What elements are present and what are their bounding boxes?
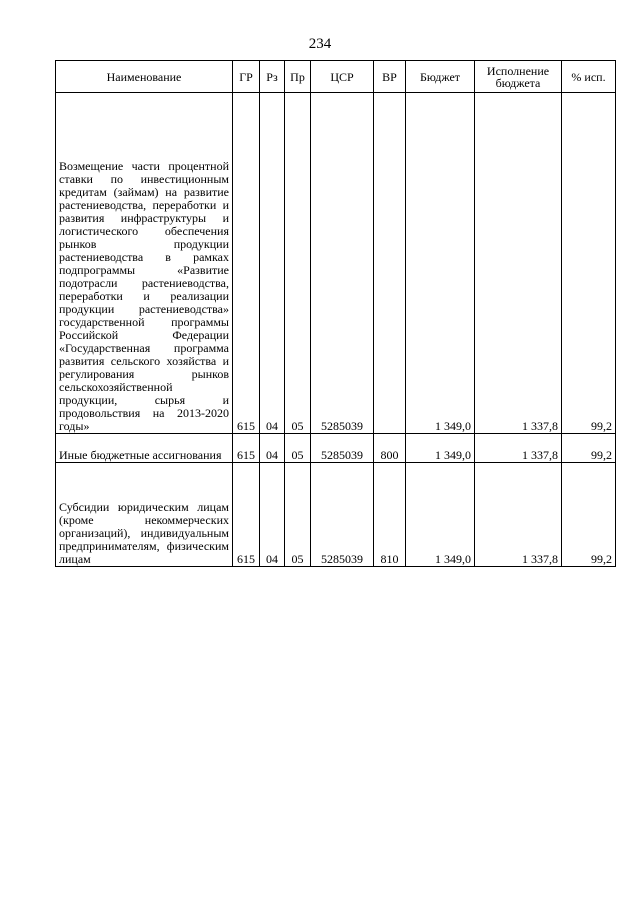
header-vr: ВР — [374, 61, 406, 93]
row-execution: 1 337,8 — [475, 434, 562, 463]
row-pr: 05 — [285, 434, 311, 463]
header-pr: Пр — [285, 61, 311, 93]
row-vr: 810 — [374, 463, 406, 567]
row-pr: 05 — [285, 93, 311, 434]
header-csr: ЦСР — [311, 61, 374, 93]
row-gr: 615 — [233, 93, 260, 434]
row-budget: 1 349,0 — [406, 463, 475, 567]
header-budget: Бюджет — [406, 61, 475, 93]
row-execution: 1 337,8 — [475, 463, 562, 567]
row-csr: 5285039 — [311, 434, 374, 463]
row-gr: 615 — [233, 434, 260, 463]
row-budget: 1 349,0 — [406, 93, 475, 434]
row-percent: 99,2 — [562, 434, 616, 463]
row-vr: 800 — [374, 434, 406, 463]
row-name: Иные бюджетные ассигнования — [56, 434, 233, 463]
row-csr: 5285039 — [311, 93, 374, 434]
header-execution: Исполнение бюджета — [475, 61, 562, 93]
header-rz: Рз — [260, 61, 285, 93]
header-gr: ГР — [233, 61, 260, 93]
row-execution: 1 337,8 — [475, 93, 562, 434]
row-gr: 615 — [233, 463, 260, 567]
row-csr: 5285039 — [311, 463, 374, 567]
row-name: Субсидии юридическим лицам (кроме некоммерческих организаций), индивидуальным предпринимателям, физическим лицам — [56, 463, 233, 567]
page-number: 234 — [308, 36, 332, 52]
row-rz: 04 — [260, 434, 285, 463]
table-row — [56, 463, 616, 567]
budget-table — [55, 60, 616, 567]
row-pr: 05 — [285, 463, 311, 567]
row-name: Возмещение части процентной ставки по инвестиционным кредитам (займам) на развитие растениеводства, переработки и развития инфраструктуры и логистического обеспечения рынков продукции растениеводства в рамках подпрограммы «Развитие подотрасли растениеводства, переработки и реализации продукции растениеводства» государственной программы Российской Федерации «Государственная программа развития сельского хозяйства и регулирования рынков сельскохозяйственной продукции, сырья и продовольствия на 2013-2020 годы» — [56, 93, 233, 434]
row-vr — [374, 93, 406, 434]
row-percent: 99,2 — [562, 463, 616, 567]
row-rz: 04 — [260, 463, 285, 567]
header-name: Наименование — [56, 61, 233, 93]
table-row — [56, 93, 616, 434]
table-row — [56, 434, 616, 463]
row-budget: 1 349,0 — [406, 434, 475, 463]
table-header-row — [56, 61, 616, 93]
header-percent: % исп. — [562, 61, 616, 93]
row-rz: 04 — [260, 93, 285, 434]
row-percent: 99,2 — [562, 93, 616, 434]
